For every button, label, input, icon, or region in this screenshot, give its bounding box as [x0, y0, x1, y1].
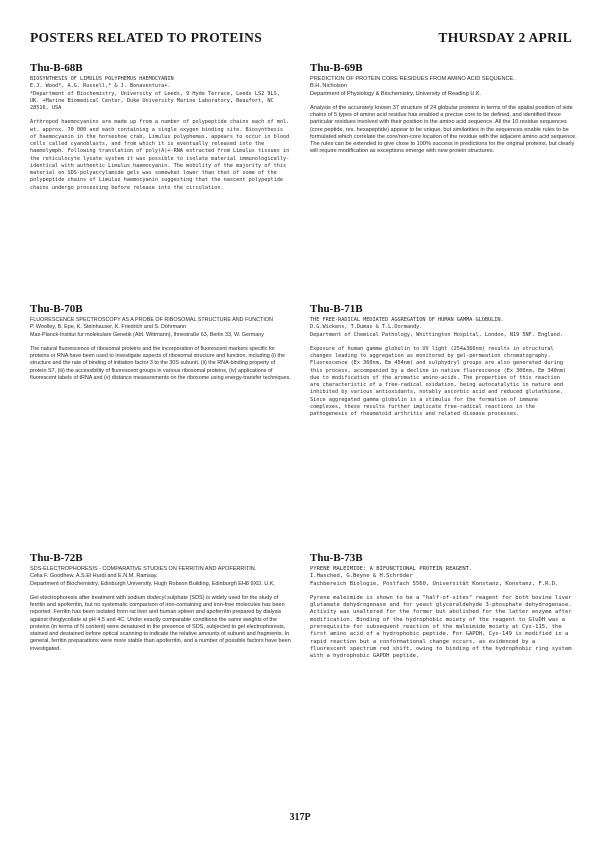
abstract-code: Thu-B-69B [310, 62, 363, 74]
section-title: POSTERS RELATED TO PROTEINS [30, 30, 263, 45]
abstract-code: Thu-B-73B [310, 552, 363, 564]
abstract-title: THE FREE-RADICAL MEDIATED AGGREGATION OF HUMAN GAMMA GLOBULIN. [310, 317, 504, 323]
abstract-thu-b-71b [310, 303, 572, 418]
abstract-affiliation: Department of Chemical Pathology, Whittington Hospital, London, N19 5NF. England. [310, 331, 563, 338]
abstract-title: FLUORESCENCE SPECTROSCOPY AS A PROBE OF RIBOSOMAL STRUCTURE AND FUNCTION [30, 317, 273, 323]
abstract-authors: P. Woolley, B. Epe, K. Steinhauser, K. Friedrich and S. Dohrmann [30, 324, 187, 331]
abstract-authors: E.J. Wood*, A.G. Russell,* & J. Bonaventura+. [30, 83, 171, 90]
abstract-thu-b-69b [310, 62, 580, 156]
abstract-affiliation: Max-Planck-Institut fur molekulare Genetik (Abt. Wittmann), Ihnestraße 63, Berlin 33, W. Germany [30, 331, 264, 338]
abstract-affiliation: Department of Biochemistry, Edinburgh University, Hugh Robson Building, Edinburgh EH8 9XD, U.K. [30, 580, 275, 587]
page-header [30, 30, 572, 46]
abstract-title: PYRENE MALEIMIDE: A BIFUNCTIONAL PROTEIN REAGENT. [310, 566, 473, 572]
abstract-body: Exposure of human gamma globulin to UV light (254±366nm) results in structural changes leading to aggregation as monitored by gel-permeation chromatography. Fluorescence (Ex 360nm, Em 454nm) and sulphydryl groups are also generated during this process, accompanied by a decline in native fluorescence (Ex 300nm, Em 340nm) due to modification of the aromatic amino-acids. The properties of this reaction are characteristic of a free-radical oxidation, being autocatalytic in nature and inhibited by various antioxidants, notably ascorbic acid and reduced glutathione. Since aggregated gamma globulin is a stimulus for the formation of immune complexes, these results further implicate free-radical reactions in the pathogenesis of rheumatoid arthritis and related disease processes. [310, 345, 567, 417]
abstract-body: Arthropod haemocyanins are made up from a number of polypeptide chains each of mol. wt. approx. 70 000 and each containing a single oxygen binding site. Biosynthesis of haemocyanin in the horseshoe crab, Limulus polyphemus, appears to occur in blood cells called cyanoblasts, and from which it is eventually released into the haemolymph. Following translation of poly(A)+-RNA extracted from Limulus tissues in the reticulocyte lysate system it was possible to isolate material immunologically-identical with authentic Limulus haemocyanin. The mobility of the majority of this material on SDS-polyacrylamide gels was somewhat lower than that of some of the polypeptide chains of Limulus haemocyanin suggesting that the nascent polypeptide chains undergo processing before release into the circulation. [30, 119, 290, 191]
abstract-body: The natural fluorescence of ribosomal proteins and the incorporation of fluorescent markers specific for proteins or RNA have been used to investigate aspects of ribosomal structure and function, including (i) the structure and the rate of binding of initiation factor 3 to the 30S subunit, (ii) the RNA-binding property of protein S7, (iii) the accessibility of fluorescent groups in various ribosomal proteins, (iv) applications of fluorescent labels of tRNA and (v) distance measurements on the ribosome using energy-transfer techniques. [30, 345, 291, 381]
abstract-thu-b-72b [30, 552, 292, 653]
abstract-body: Analysis of the accurately known 37 structure of 24 globular proteins in terms of the spatial position of side chains of 5 types of amino acid residue has enabled a precise core to be defined, and identified those particular residues involved with their position in the amino acid sequence. All the 10 residue sequences (core peptide, res. hexapeptide) appear to be unique, but similarities in the sequences enable rules to be formulated which correlate the core/non-core location of the residue with the adjacent amino acid sequence. The rules can be extended to give close to 100% success in predictions for the original proteins, but clearly will require modification as exceptions emerge with new protein structures. [310, 104, 577, 155]
abstract-authors: B.H. Nicholson [310, 83, 347, 90]
abstract-title: PREDICTION OF PROTEIN CORE RESIDUES FROM AMINO ACID SEQUENCE. [310, 76, 515, 82]
abstract-code: Thu-B-68B [30, 62, 83, 74]
abstract-affiliation: *Department of Biochemistry, University of Leeds, 9 Hyde Terrace, Leeds LS2 9LS, UK. +Marine Biomedical Center, Duke University Marine Laboratory, Beaufort, NC 28516, USA [30, 90, 280, 111]
abstract-authors: I.Hasched, G.Beyne & H.Schröder [310, 573, 413, 580]
session-date: THURSDAY 2 APRIL [438, 30, 572, 45]
abstract-code: Thu-B-71B [310, 303, 363, 315]
abstract-title: BIOSYNTHESIS OF LIMULUS POLYPHEMUS HAEMOCYANIN [30, 76, 174, 82]
abstract-thu-b-68b [30, 62, 292, 192]
abstract-body: Gel electrophoresis after treatment with sodium dodecyl sulphate (SDS) is widely used for the study of ferritin and apoferritin, but no systematic comparison of iron-containing and iron-free molecules has been reported. Ferritin has been isolated from rat liver and human spleen and apoferritin prepared by dialysis against thioglycollate at pH 4.5 and 4C. Under exactly comparable conditions the same weights of the proteins (in terms of N content) were denatured in the presence of SDS, subjected to gel electrophoresis, stained and destained before optical scanning to indicate the relative amounts of subunit and fragments. In general, ferritin preparations were more stable than apoferritin, and a number of possible factors have been investigated. [30, 594, 291, 652]
abstract-thu-b-73b [310, 552, 572, 661]
abstract-affiliation: Fachbereich Biologie, Postfach 5560, Universität Konstanz, Konstanz, F.R.D. [310, 580, 559, 587]
abstract-code: Thu-B-72B [30, 552, 83, 564]
abstract-authors: Celia F. Goodhew, A.S.El Hurdi and E.N.M. Ramsay. [30, 573, 158, 580]
abstract-affiliation: Department of Physiology & Biochemistry, University of Reading U.K. [310, 90, 482, 97]
abstract-title: SDS-ELECTROPHORESIS - COMPARATIVE STUDIES ON FERRITIN AND APOFERRITIN. [30, 566, 257, 572]
abstract-authors: D.G.Wickens, T.Dumas & T.L.Dormandy. [310, 324, 423, 331]
abstract-body: Pyrene maleimide is shown to be a "half-of-sites" reagent for both bovine liver glutamate dehydrogenase and for yeast glyceraldehyde 3-phosphate dehydrogenase. Activity was unaltered for the former but abolished for the latter enzyme after modification. Binding of the hydrophobic moiety of the reagent to GluDH was a prerequisite for subsequent reaction of the maleimide moiety at Cys-115, the first amino acid of a hydrophobic peptide. For GAPDH, Cys-149 is modified in a rapid reaction but a conformational change occurs, as evidenced by a fluorescent spectrum red shift, owing to binding of the hydrophobic ring system with a hydrophobic GAPDH peptide. [310, 594, 572, 660]
abstract-code: Thu-B-70B [30, 303, 83, 315]
abstract-thu-b-70b [30, 303, 292, 382]
page-number: 317P [289, 812, 311, 823]
